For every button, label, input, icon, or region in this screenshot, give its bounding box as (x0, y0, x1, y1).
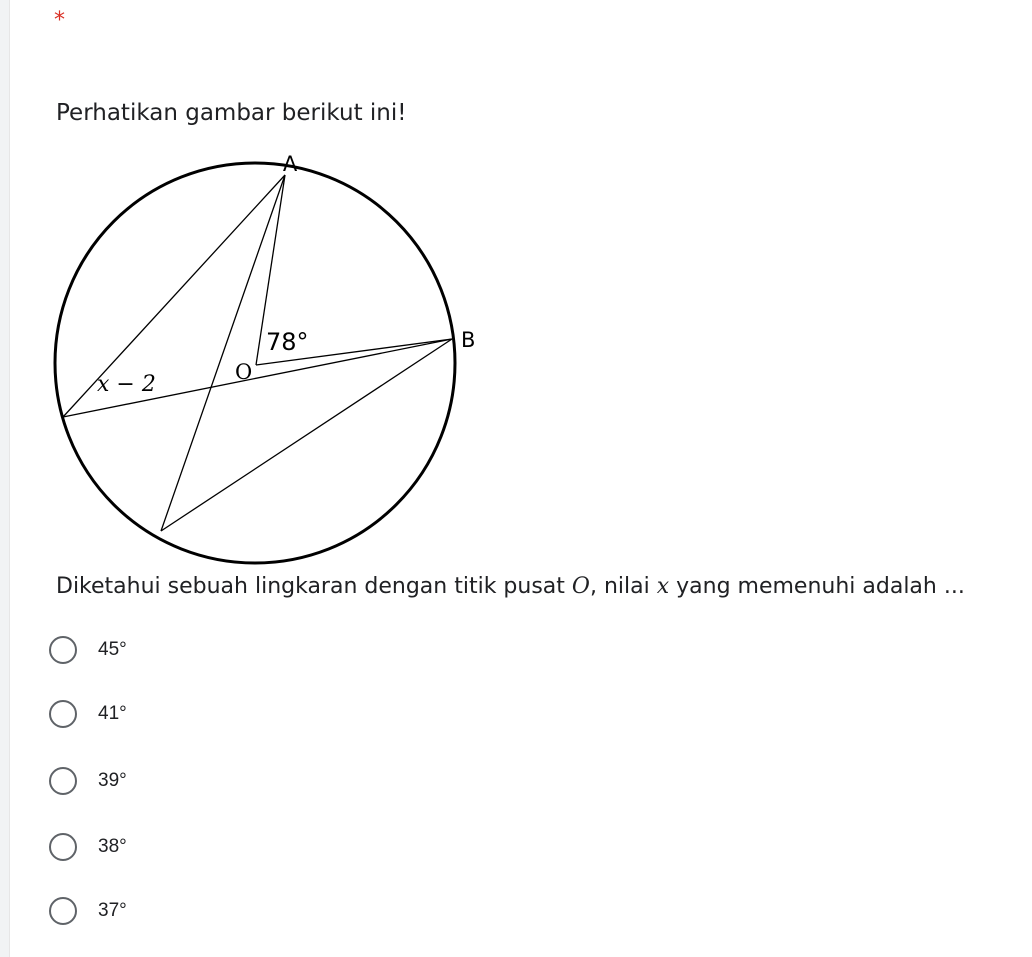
label-central-angle: 78° (266, 328, 309, 356)
variable-o: O (571, 574, 590, 599)
geometry-figure (40, 145, 480, 570)
radio-button[interactable] (49, 700, 77, 728)
question-intro: Perhatikan gambar berikut ini! (56, 100, 407, 126)
label-a: A (282, 152, 298, 176)
label-o: O (235, 360, 253, 384)
option-37[interactable] (46, 889, 346, 933)
radio-button[interactable] (49, 897, 77, 925)
left-edge-bar (0, 0, 10, 957)
radio-button[interactable] (49, 636, 77, 664)
option-label: 45° (98, 639, 127, 660)
question-text-part3: yang memenuhi adalah ... (669, 574, 965, 599)
question-text-part2: , nilai (589, 574, 657, 599)
option-39[interactable] (46, 759, 346, 803)
variable-x: x (656, 574, 670, 599)
question-text-part1: Diketahui sebuah lingkaran dengan titik pusat (56, 574, 572, 599)
option-label: 37° (98, 900, 127, 921)
label-b: B (461, 328, 476, 352)
option-label: 39° (98, 770, 127, 791)
option-label: 38° (98, 836, 127, 857)
circle (55, 163, 455, 563)
option-label: 41° (98, 703, 127, 724)
radio-button[interactable] (49, 767, 77, 795)
radio-button[interactable] (49, 833, 77, 861)
option-38[interactable] (46, 825, 346, 869)
label-inscribed-angle: x − 2 (97, 372, 156, 397)
question-text (56, 574, 965, 599)
required-marker: * (54, 8, 65, 33)
option-45[interactable] (46, 628, 346, 672)
option-41[interactable] (46, 692, 346, 736)
